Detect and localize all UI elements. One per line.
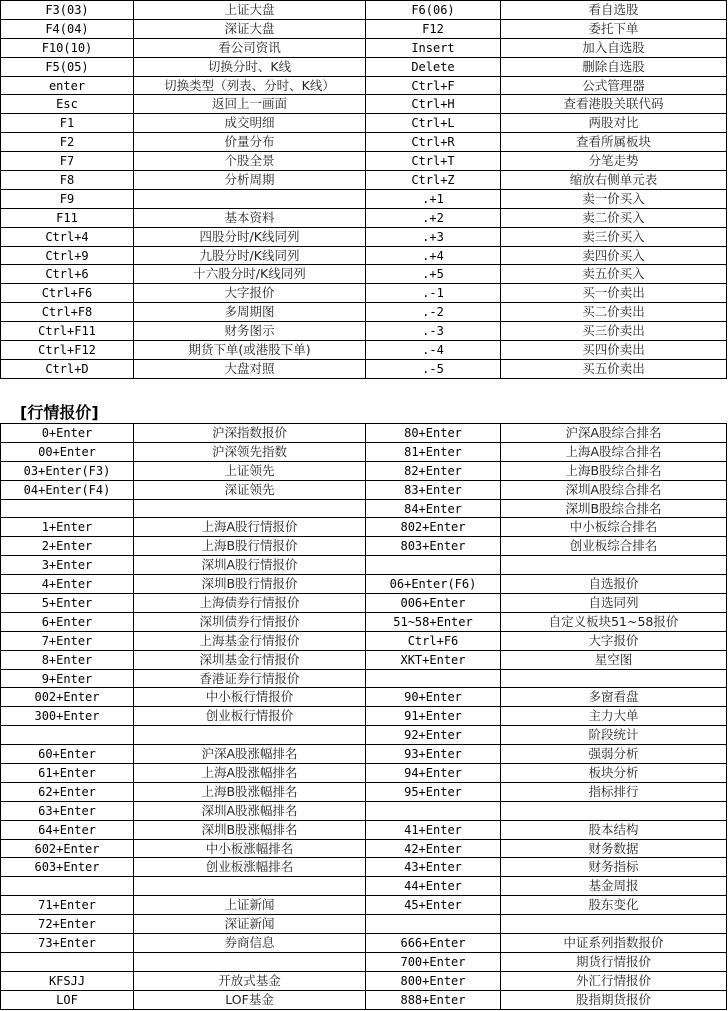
- shortcut-description: 创业板涨幅排名: [134, 858, 366, 877]
- shortcut-key: Ctrl+L: [366, 114, 501, 133]
- shortcut-description: 股指期货报价: [501, 990, 727, 1009]
- shortcut-key: [1, 499, 134, 518]
- shortcut-description: 自选同列: [501, 594, 727, 613]
- shortcut-key: [366, 801, 501, 820]
- shortcut-table-top-body: [1, 1, 727, 379]
- table-row: [1, 745, 727, 764]
- shortcut-description: 切换类型（列表、分时、K线）: [134, 76, 366, 95]
- shortcut-description: [501, 556, 727, 575]
- shortcut-description: 沪深领先指数: [134, 442, 366, 461]
- shortcut-key: Insert: [366, 38, 501, 57]
- shortcut-description: 深圳B股涨幅排名: [134, 820, 366, 839]
- shortcut-key: 1+Enter: [1, 518, 134, 537]
- shortcut-description: [134, 877, 366, 896]
- shortcut-description: 期货下单(或港股下单): [134, 341, 366, 360]
- table-row: [1, 227, 727, 246]
- shortcut-description: 深证大盘: [134, 19, 366, 38]
- shortcut-key: 71+Enter: [1, 896, 134, 915]
- shortcut-description: 大字报价: [501, 631, 727, 650]
- shortcut-key: 06+Enter(F6): [366, 575, 501, 594]
- shortcut-description: 深圳A股行情报价: [134, 556, 366, 575]
- shortcut-description: 返回上一画面: [134, 95, 366, 114]
- shortcut-description: 板块分析: [501, 764, 727, 783]
- shortcut-key: [366, 556, 501, 575]
- shortcut-key: 95+Enter: [366, 782, 501, 801]
- shortcut-key: 82+Enter: [366, 461, 501, 480]
- quote-shortcut-table: [0, 423, 727, 1010]
- shortcut-description: 看公司资讯: [134, 38, 366, 57]
- shortcut-key: [366, 669, 501, 688]
- shortcut-key: 803+Enter: [366, 537, 501, 556]
- shortcut-key: [366, 915, 501, 934]
- shortcut-description: 切换分时、K线: [134, 57, 366, 76]
- shortcut-description: 深圳债券行情报价: [134, 612, 366, 631]
- shortcut-key: F3(03): [1, 1, 134, 20]
- table-row: [1, 612, 727, 631]
- table-row: [1, 990, 727, 1009]
- shortcut-description: 深圳A股涨幅排名: [134, 801, 366, 820]
- shortcut-description: 缩放右侧单元表: [501, 171, 727, 190]
- shortcut-description: 看自选股: [501, 1, 727, 20]
- shortcut-description: 基本资料: [134, 208, 366, 227]
- shortcut-key: 91+Enter: [366, 707, 501, 726]
- shortcut-description: 财务数据: [501, 839, 727, 858]
- table-row: [1, 19, 727, 38]
- shortcut-key: Ctrl+F6: [1, 284, 134, 303]
- shortcut-key: 45+Enter: [366, 896, 501, 915]
- shortcut-description: 星空图: [501, 650, 727, 669]
- table-row: [1, 518, 727, 537]
- shortcut-key: F10(10): [1, 38, 134, 57]
- shortcut-key: 73+Enter: [1, 934, 134, 953]
- shortcut-key: enter: [1, 76, 134, 95]
- table-row: [1, 820, 727, 839]
- shortcut-key: 6+Enter: [1, 612, 134, 631]
- shortcut-description: 买一价卖出: [501, 284, 727, 303]
- shortcut-description: 上证领先: [134, 461, 366, 480]
- shortcut-key: 700+Enter: [366, 952, 501, 971]
- shortcut-key: LOF: [1, 990, 134, 1009]
- shortcut-key: 7+Enter: [1, 631, 134, 650]
- table-row: [1, 726, 727, 745]
- shortcut-description: 深证领先: [134, 480, 366, 499]
- shortcut-key: 666+Enter: [366, 934, 501, 953]
- shortcut-key: 8+Enter: [1, 650, 134, 669]
- shortcut-description: 期货行情报价: [501, 952, 727, 971]
- shortcut-key: 4+Enter: [1, 575, 134, 594]
- shortcut-description: 个股全景: [134, 152, 366, 171]
- shortcut-key: 0+Enter: [1, 424, 134, 443]
- shortcut-key: Ctrl+6: [1, 265, 134, 284]
- shortcut-description: 公式管理器: [501, 76, 727, 95]
- table-row: [1, 952, 727, 971]
- shortcut-description: 十六股分时/K线同列: [134, 265, 366, 284]
- shortcut-description: 财务指标: [501, 858, 727, 877]
- shortcut-description: 中小板涨幅排名: [134, 839, 366, 858]
- shortcut-key: 51~58+Enter: [366, 612, 501, 631]
- shortcut-key: 800+Enter: [366, 971, 501, 990]
- shortcut-key: [1, 726, 134, 745]
- shortcut-key: .+4: [366, 246, 501, 265]
- shortcut-description: 强弱分析: [501, 745, 727, 764]
- shortcut-key: 93+Enter: [366, 745, 501, 764]
- shortcut-description: 买四价卖出: [501, 341, 727, 360]
- shortcut-key: .+1: [366, 189, 501, 208]
- shortcut-key: Ctrl+F8: [1, 303, 134, 322]
- shortcut-key: 72+Enter: [1, 915, 134, 934]
- shortcut-key: .+3: [366, 227, 501, 246]
- table-row: [1, 650, 727, 669]
- shortcut-description: 指标排行: [501, 782, 727, 801]
- shortcut-description: 卖四价买入: [501, 246, 727, 265]
- shortcut-key: 41+Enter: [366, 820, 501, 839]
- shortcut-description: 上海A股行情报价: [134, 518, 366, 537]
- shortcut-description: 股本结构: [501, 820, 727, 839]
- shortcut-key: 64+Enter: [1, 820, 134, 839]
- shortcut-description: [501, 915, 727, 934]
- shortcut-key: F6(06): [366, 1, 501, 20]
- table-row: [1, 76, 727, 95]
- shortcut-description: [501, 801, 727, 820]
- shortcut-description: 四股分时/K线同列: [134, 227, 366, 246]
- table-row: [1, 189, 727, 208]
- shortcut-key: 002+Enter: [1, 688, 134, 707]
- shortcut-description: 深圳基金行情报价: [134, 650, 366, 669]
- table-row: [1, 265, 727, 284]
- shortcut-key: Ctrl+F11: [1, 322, 134, 341]
- shortcut-key: 44+Enter: [366, 877, 501, 896]
- table-row: [1, 284, 727, 303]
- shortcut-key: .-2: [366, 303, 501, 322]
- shortcut-key: 2+Enter: [1, 537, 134, 556]
- shortcut-description: 创业板行情报价: [134, 707, 366, 726]
- shortcut-key: Ctrl+F: [366, 76, 501, 95]
- shortcut-description: 开放式基金: [134, 971, 366, 990]
- table-row: [1, 669, 727, 688]
- shortcut-description: 九股分时/K线同列: [134, 246, 366, 265]
- shortcut-description: 大盘对照: [134, 359, 366, 378]
- shortcut-key: Ctrl+D: [1, 359, 134, 378]
- shortcut-description: 券商信息: [134, 934, 366, 953]
- shortcut-description: [134, 952, 366, 971]
- shortcut-key: F8: [1, 171, 134, 190]
- table-row: [1, 631, 727, 650]
- table-row: [1, 1, 727, 20]
- shortcut-key: .-3: [366, 322, 501, 341]
- shortcut-description: 基金周报: [501, 877, 727, 896]
- shortcut-description: 多周期图: [134, 303, 366, 322]
- shortcut-description: 中小板综合排名: [501, 518, 727, 537]
- shortcut-description: 深圳B股综合排名: [501, 499, 727, 518]
- shortcut-key: 03+Enter(F3): [1, 461, 134, 480]
- table-row: [1, 896, 727, 915]
- shortcut-description: [134, 726, 366, 745]
- shortcut-description: 主力大单: [501, 707, 727, 726]
- shortcut-description: 分析周期: [134, 171, 366, 190]
- table-row: [1, 801, 727, 820]
- table-row: [1, 461, 727, 480]
- shortcut-description: 删除自选股: [501, 57, 727, 76]
- table-row: [1, 934, 727, 953]
- shortcut-description: 多窗看盘: [501, 688, 727, 707]
- table-row: [1, 152, 727, 171]
- table-row: [1, 707, 727, 726]
- section-title: [行情报价]: [20, 403, 99, 422]
- shortcut-description: 加入自选股: [501, 38, 727, 57]
- shortcut-description: 委托下单: [501, 19, 727, 38]
- table-row: [1, 57, 727, 76]
- shortcut-key: Ctrl+4: [1, 227, 134, 246]
- quote-shortcut-table-body: [1, 424, 727, 1010]
- table-row: [1, 208, 727, 227]
- table-row: [1, 782, 727, 801]
- shortcut-description: 上海B股涨幅排名: [134, 782, 366, 801]
- shortcut-description: 卖三价买入: [501, 227, 727, 246]
- shortcut-description: 沪深A股综合排名: [501, 424, 727, 443]
- shortcut-table-top: [0, 0, 727, 379]
- shortcut-description: 买二价卖出: [501, 303, 727, 322]
- shortcut-key: 888+Enter: [366, 990, 501, 1009]
- shortcut-description: 买三价卖出: [501, 322, 727, 341]
- table-row: [1, 971, 727, 990]
- shortcut-key: .-1: [366, 284, 501, 303]
- table-row: [1, 341, 727, 360]
- shortcut-description: 买五价卖出: [501, 359, 727, 378]
- shortcut-description: 价量分布: [134, 133, 366, 152]
- shortcut-key: 62+Enter: [1, 782, 134, 801]
- shortcut-key: F5(05): [1, 57, 134, 76]
- shortcut-key: F7: [1, 152, 134, 171]
- shortcut-description: 查看港股关联代码: [501, 95, 727, 114]
- table-row: [1, 246, 727, 265]
- shortcut-description: 上海债券行情报价: [134, 594, 366, 613]
- shortcut-key: F11: [1, 208, 134, 227]
- shortcut-key: Ctrl+R: [366, 133, 501, 152]
- table-row: [1, 877, 727, 896]
- shortcut-key: 94+Enter: [366, 764, 501, 783]
- shortcut-key: F4(04): [1, 19, 134, 38]
- shortcut-description: 卖一价买入: [501, 189, 727, 208]
- shortcut-key: XKT+Enter: [366, 650, 501, 669]
- table-row: [1, 171, 727, 190]
- shortcut-key: 602+Enter: [1, 839, 134, 858]
- table-row: [1, 38, 727, 57]
- shortcut-key: 83+Enter: [366, 480, 501, 499]
- shortcut-key: 04+Enter(F4): [1, 480, 134, 499]
- shortcut-key: .+5: [366, 265, 501, 284]
- shortcut-description: 股东变化: [501, 896, 727, 915]
- shortcut-key: KFSJJ: [1, 971, 134, 990]
- shortcut-key: F9: [1, 189, 134, 208]
- shortcut-description: 卖五价买入: [501, 265, 727, 284]
- shortcut-description: 阶段统计: [501, 726, 727, 745]
- shortcut-description: 成交明细: [134, 114, 366, 133]
- shortcut-description: 深圳B股行情报价: [134, 575, 366, 594]
- shortcut-description: 上海A股综合排名: [501, 442, 727, 461]
- table-row: [1, 915, 727, 934]
- shortcut-key: Ctrl+T: [366, 152, 501, 171]
- shortcut-key: 84+Enter: [366, 499, 501, 518]
- shortcut-key: [1, 877, 134, 896]
- shortcut-key: Esc: [1, 95, 134, 114]
- table-row: [1, 95, 727, 114]
- table-row: [1, 303, 727, 322]
- shortcut-description: 创业板综合排名: [501, 537, 727, 556]
- shortcut-key: 00+Enter: [1, 442, 134, 461]
- shortcut-key: 90+Enter: [366, 688, 501, 707]
- shortcut-description: 两股对比: [501, 114, 727, 133]
- shortcut-description: [134, 189, 366, 208]
- table-row: [1, 688, 727, 707]
- table-row: [1, 556, 727, 575]
- shortcut-description: 自定义板块51~58报价: [501, 612, 727, 631]
- shortcut-key: .-5: [366, 359, 501, 378]
- table-row: [1, 575, 727, 594]
- table-row: [1, 442, 727, 461]
- table-row: [1, 858, 727, 877]
- shortcut-description: 外汇行情报价: [501, 971, 727, 990]
- shortcut-description: 沪深指数报价: [134, 424, 366, 443]
- shortcut-description: 中证系列指数报价: [501, 934, 727, 953]
- shortcut-key: 92+Enter: [366, 726, 501, 745]
- shortcut-description: 财务图示: [134, 322, 366, 341]
- shortcut-key: 5+Enter: [1, 594, 134, 613]
- shortcut-key: F2: [1, 133, 134, 152]
- shortcut-description: 上海A股涨幅排名: [134, 764, 366, 783]
- shortcut-key: [1, 952, 134, 971]
- shortcut-key: 802+Enter: [366, 518, 501, 537]
- table-row: [1, 480, 727, 499]
- shortcut-description: 上海B股行情报价: [134, 537, 366, 556]
- shortcut-key: 60+Enter: [1, 745, 134, 764]
- shortcut-key: Ctrl+Z: [366, 171, 501, 190]
- table-row: [1, 322, 727, 341]
- shortcut-key: 81+Enter: [366, 442, 501, 461]
- shortcut-description: 香港证券行情报价: [134, 669, 366, 688]
- shortcut-key: 61+Enter: [1, 764, 134, 783]
- table-row: [1, 537, 727, 556]
- shortcut-key: F12: [366, 19, 501, 38]
- shortcut-description: 自选报价: [501, 575, 727, 594]
- shortcut-key: .+2: [366, 208, 501, 227]
- shortcut-description: 查看所属板块: [501, 133, 727, 152]
- shortcut-key: 9+Enter: [1, 669, 134, 688]
- shortcut-description: 分笔走势: [501, 152, 727, 171]
- shortcut-key: Ctrl+H: [366, 95, 501, 114]
- shortcut-description: 沪深A股涨幅排名: [134, 745, 366, 764]
- shortcut-description: 大字报价: [134, 284, 366, 303]
- shortcut-key: 80+Enter: [366, 424, 501, 443]
- shortcut-key: 43+Enter: [366, 858, 501, 877]
- shortcut-key: 006+Enter: [366, 594, 501, 613]
- shortcut-description: 中小板行情报价: [134, 688, 366, 707]
- shortcut-description: 上证大盘: [134, 1, 366, 20]
- shortcut-description: [501, 669, 727, 688]
- table-row: [1, 839, 727, 858]
- shortcut-key: Delete: [366, 57, 501, 76]
- table-row: [1, 133, 727, 152]
- shortcut-key: Ctrl+F12: [1, 341, 134, 360]
- shortcut-description: 卖二价买入: [501, 208, 727, 227]
- shortcut-key: 63+Enter: [1, 801, 134, 820]
- shortcut-key: 603+Enter: [1, 858, 134, 877]
- shortcut-description: [134, 499, 366, 518]
- shortcut-description: 上证新闻: [134, 896, 366, 915]
- table-row: [1, 359, 727, 378]
- shortcut-description: 深圳A股综合排名: [501, 480, 727, 499]
- shortcut-description: 上海B股综合排名: [501, 461, 727, 480]
- shortcut-key: 300+Enter: [1, 707, 134, 726]
- table-row: [1, 594, 727, 613]
- table-row: [1, 499, 727, 518]
- shortcut-description: LOF基金: [134, 990, 366, 1009]
- table-row: [1, 114, 727, 133]
- shortcut-description: 深证新闻: [134, 915, 366, 934]
- shortcut-key: F1: [1, 114, 134, 133]
- shortcut-key: 42+Enter: [366, 839, 501, 858]
- shortcut-key: Ctrl+F6: [366, 631, 501, 650]
- table-row: [1, 764, 727, 783]
- shortcut-key: Ctrl+9: [1, 246, 134, 265]
- table-row: [1, 424, 727, 443]
- shortcut-description: 上海基金行情报价: [134, 631, 366, 650]
- shortcut-key: .-4: [366, 341, 501, 360]
- shortcut-key: 3+Enter: [1, 556, 134, 575]
